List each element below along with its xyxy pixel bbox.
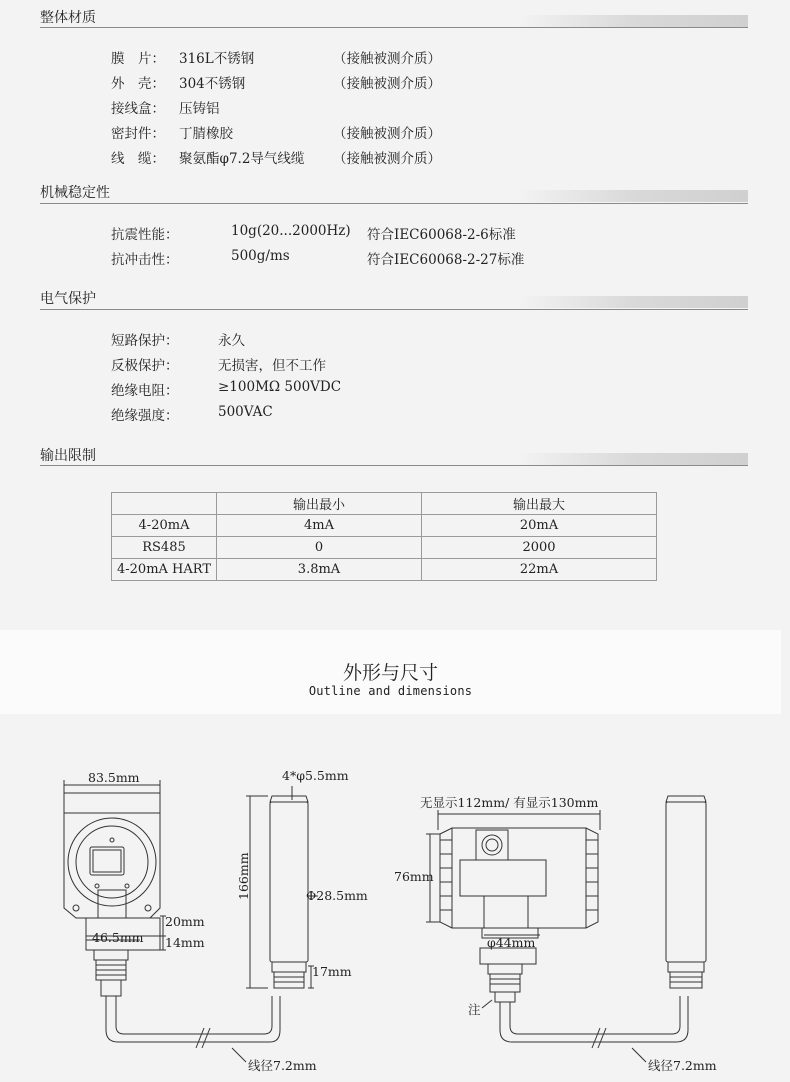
- output-limits-table: [111, 492, 657, 581]
- dim-label: 83.5mm: [88, 770, 140, 785]
- row-value: 永久: [218, 333, 245, 349]
- note-label: 注: [468, 1002, 481, 1017]
- row-label: 绝缘强度：: [111, 408, 179, 424]
- section-title-materials: 整体材质: [40, 10, 96, 26]
- row-value: 304不锈钢: [179, 76, 246, 92]
- table-row: [112, 515, 657, 537]
- row-value: 聚氨酯φ7.2导气线缆: [179, 151, 305, 167]
- row-label: 接线盒：: [111, 101, 165, 117]
- left-probe: [232, 768, 368, 1073]
- section-divider: [40, 309, 748, 310]
- table-header: 输出最小: [217, 493, 422, 515]
- outline-title: 外形与尺寸: [342, 662, 438, 684]
- row-value: 316L不锈钢: [179, 51, 255, 67]
- dim-label: 166mm: [236, 852, 251, 900]
- table-header-row: [112, 493, 657, 515]
- row-label: 绝缘电阻：: [111, 383, 179, 399]
- dimension-drawing: [0, 730, 790, 1082]
- right-probe: [632, 796, 717, 1073]
- row-note: （接触被测介质）: [333, 151, 441, 167]
- dim-label: 线径7.2mm: [648, 1058, 717, 1073]
- section-divider: [40, 203, 748, 204]
- section-title-electrical: 电气保护: [40, 291, 96, 307]
- dim-label: 76mm: [394, 869, 434, 884]
- table-cell: 4-20mA HART: [112, 559, 217, 581]
- row-value: 10g(20...2000Hz): [231, 223, 351, 239]
- table-cell: 22mA: [422, 559, 657, 581]
- row-note: （接触被测介质）: [333, 126, 441, 142]
- dim-label: 无显示112mm/ 有显示130mm: [420, 795, 599, 810]
- row-value: 500VAC: [218, 404, 273, 420]
- table-cell: 4mA: [217, 515, 422, 537]
- right-side-view: [394, 795, 688, 1048]
- table-cell: 3.8mA: [217, 559, 422, 581]
- section-divider: [40, 465, 748, 466]
- table-cell: 0: [217, 537, 422, 559]
- left-front-view: [64, 770, 280, 1048]
- row-label: 抗冲击性：: [111, 252, 179, 268]
- dim-label: φ44mm: [487, 935, 536, 950]
- table-cell: 4-20mA: [112, 515, 217, 537]
- row-note: 符合IEC60068-2-6标准: [367, 227, 516, 243]
- table-header: [112, 493, 217, 515]
- row-value: ≥100MΩ 500VDC: [218, 379, 342, 395]
- row-label: 线 缆：: [111, 151, 165, 167]
- table-cell: 2000: [422, 537, 657, 559]
- dim-label: 线径7.2mm: [248, 1058, 317, 1073]
- dim-label: 46.5mm: [92, 930, 144, 945]
- row-label: 抗震性能：: [111, 227, 179, 243]
- row-value: 500g/ms: [231, 248, 290, 264]
- section-bar: [518, 453, 748, 465]
- row-value: 压铸铝: [179, 101, 220, 117]
- section-title-output: 输出限制: [40, 448, 96, 464]
- dim-label: 17mm: [312, 964, 352, 979]
- row-note: （接触被测介质）: [333, 76, 441, 92]
- table-row: [112, 559, 657, 581]
- row-label: 短路保护：: [111, 333, 179, 349]
- row-value: 丁腈橡胶: [179, 126, 233, 142]
- row-label: 膜 片：: [111, 51, 165, 67]
- section-title-mechanical: 机械稳定性: [40, 185, 110, 201]
- dim-label: 4*φ5.5mm: [282, 768, 349, 783]
- table-cell: RS485: [112, 537, 217, 559]
- section-bar: [518, 190, 748, 202]
- section-divider: [40, 27, 748, 28]
- dim-label: 14mm: [165, 935, 205, 950]
- section-bar: [518, 296, 748, 308]
- table-row: [112, 537, 657, 559]
- row-note: （接触被测介质）: [333, 51, 441, 67]
- table-cell: 20mA: [422, 515, 657, 537]
- dim-label: Φ28.5mm: [306, 888, 368, 903]
- section-bar: [518, 15, 748, 27]
- row-note: 符合IEC60068-2-27标准: [367, 252, 525, 268]
- outline-subtitle: Outline and dimensions: [308, 684, 473, 698]
- row-label: 外 壳：: [111, 76, 165, 92]
- row-value: 无损害，但不工作: [218, 358, 326, 374]
- row-label: 密封件：: [111, 126, 165, 142]
- table-header: 输出最大: [422, 493, 657, 515]
- row-label: 反极保护：: [111, 358, 179, 374]
- dim-label: 20mm: [165, 914, 205, 929]
